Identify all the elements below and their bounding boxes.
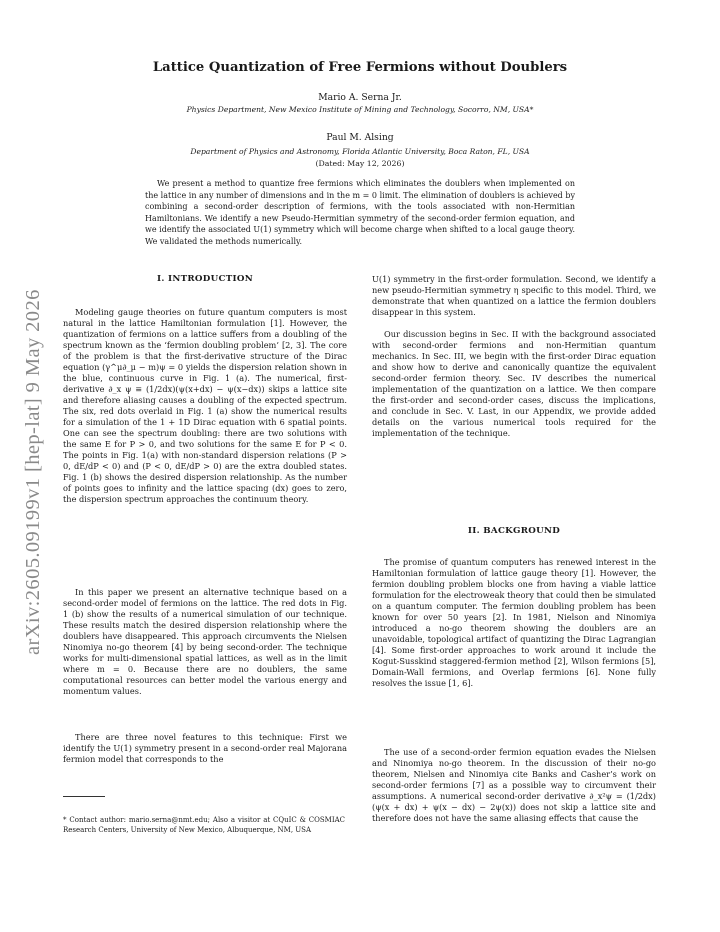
intro-paragraph-2: In this paper we present an alternative technique based on a second-order model of fermions on the lattice. The red dots in Fig. 1 (b) show the results of a numerical simulation of our technique. These results match the desired dispersion relationship where the doublers have disappeared. This approach circumvents the Nielsen Ninomiya no-go theorem [4] by being second-order. The technique works for multi-dimensional spatial lattices, as well as in the limit where m = 0. Because there are no doublers, the same computational resources can better model the various energy and momentum values. xyxy=(63,587,347,696)
intro-paragraph-3: There are three novel features to this technique: First we identify the U(1) symmetry present in a second-order real Majorana fermion model that corresponds to the xyxy=(63,732,347,764)
intro-continued: U(1) symmetry in the first-order formulation. Second, we identify a new pseudo-Hermitian symmetry η specific to this model. Third, we demonstrate that when quantized on a lattice the fermion doublers disappear in this system. xyxy=(372,274,656,317)
footnote-contact: * Contact author: mario.serna@nmt.edu; Also a visitor at CQuIC & COSMIAC Research Centers, University of New Mexico, Albuquerque, NM, USA xyxy=(63,816,345,835)
intro-paragraph-4: Our discussion begins in Sec. II with the background associated with second-order fermions and non-Hermitian quantum mechanics. In Sec. III, we begin with the first-order Dirac equation and show how to derive and canonically quantize the equivalent second-order fermion theory. Sec. IV describes the numerical implementation of the quantization on a lattice. We then compare the first-order and second-order cases, discuss the implications, and conclude in Sec. V. Last, in our Appendix, we provide added details on the various numerical tools required for the implementation of the technique. xyxy=(372,329,656,438)
abstract: We present a method to quantize free fermions which eliminates the doublers when implemented on the lattice in any number of dimensions and in the m = 0 limit. The elimination of doublers is achieved by combining a second-order description of fermions, with the tools associated with non-Hermitian Hamiltonians. We identify a new Pseudo-Hermitian symmetry of the second-order fermion equation, and we identify the associated U(1) symmetry which will become charge when shifted to a local gauge theory. We validated the methods numerically. xyxy=(145,179,575,246)
affiliation-fau: Department of Physics and Astronomy, Florida Atlantic University, Boca Raton, FL, USA xyxy=(190,147,530,156)
affiliation-nmt: Physics Department, New Mexico Institute of Mining and Technology, Socorro, NM, USA* xyxy=(186,105,534,114)
paper-title: Lattice Quantization of Free Fermions without Doublers xyxy=(152,60,568,75)
dated-line: (Dated: May 12, 2026) xyxy=(315,159,405,168)
section-heading-introduction: I. INTRODUCTION xyxy=(157,274,253,284)
section-heading-background: II. BACKGROUND xyxy=(467,526,561,536)
background-paragraph-1: The promise of quantum computers has renewed interest in the Hamiltonian formulation of lattice gauge theory [1]. However, the fermion doubling problem blocks one from having a viable lattice formulation for the electroweak theory that could then be simulated on a quantum computer. The fermion doubling problem has been known for over 50 years [2]. In 1981, Nielson and Ninomiya introduced a no-go theorem showing the doublers are an unavoidable, topological artifact of quantizing the Dirac Lagrangian [4]. Some first-order approaches to work around it include the Kogut-Susskind staggered-fermion method [2], Wilson fermions [5], Domain-Wall fermions, and Overlap fermions [6]. None fully resolves the issue [1, 6]. xyxy=(372,557,656,688)
intro-paragraph-1: Modeling gauge theories on future quantum computers is most natural in the lattice Hamiltonian formulation [1]. However, the quantization of fermions on a lattice suffers from a doubling of the spectrum known as the ‘fermion doubling problem’ [2, 3]. The core of the problem is that the first-derivative structure of the Dirac equation (γ^μ∂_μ − m)ψ = 0 yields the dispersion relation shown in the blue, continuous curve in Fig. 1 (a). The numerical, first-derivative ∂_x ψ ≡ (1/2dx)(ψ(x+dx) − ψ(x−dx)) skips a lattice site and therefore aliasing causes a doubling of the expected spectrum. The six, red dots overlaid in Fig. 1 (a) show the numerical results for a simulation of the 1 + 1D Dirac equation with 6 spatial points. One can see the spectrum doubling: there are two solutions with the same E for P > 0, and two solutions for the same E for P < 0. The points in Fig. 1(a) with non-standard dispersion relations (P > 0, dE/dP < 0) and (P < 0, dE/dP > 0) are the extra doubled states. Fig. 1 (b) shows the desired dispersion relationship. As the number of points goes to infinity and the lattice spacing (dx) goes to zero, the dispersion spectrum approaches the continuum theory. xyxy=(63,307,347,504)
author-serna: Mario A. Serna Jr. xyxy=(318,92,402,103)
background-paragraph-2: The use of a second-order fermion equation evades the Nielsen and Ninomiya no-go theorem. In the discussion of their no-go theorem, Nielsen and Ninomiya cite Banks and Casher’s work on second-order fermions [7] as a possible way to circumvent their assumptions. A numerical second-order derivative ∂_x²ψ = (1/2dx)(ψ(x + dx) + ψ(x − dx) − 2ψ(x)) does not skip a lattice site and therefore does not have the same aliasing effects that cause the xyxy=(372,747,656,823)
arxiv-identifier: arXiv:2605.09199v1 [hep-lat] 9 May 2026 xyxy=(22,289,44,655)
author-alsing: Paul M. Alsing xyxy=(326,132,394,143)
footnote-rule xyxy=(63,796,105,797)
